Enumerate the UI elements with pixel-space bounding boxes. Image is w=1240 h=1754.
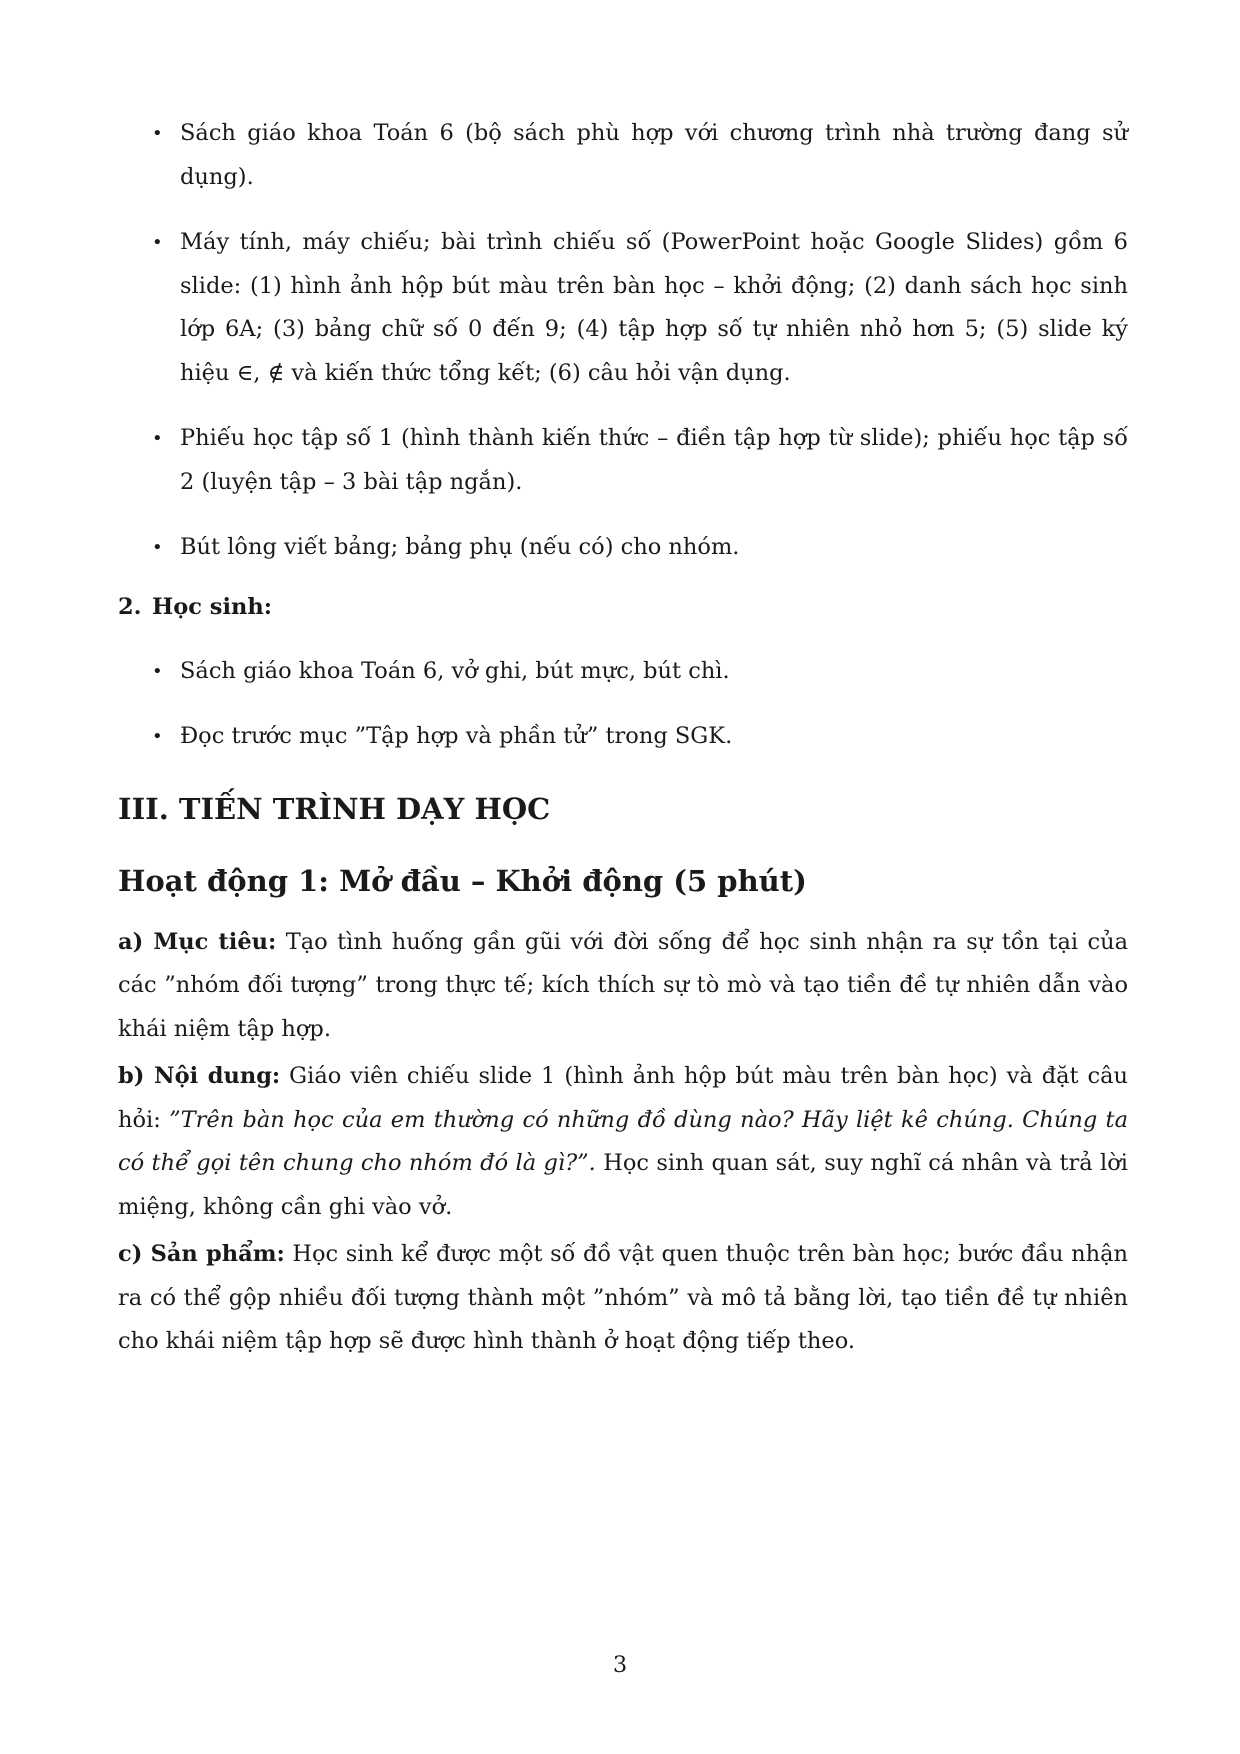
bullet-icon: •: [152, 726, 163, 747]
content-label: b) Nội dung:: [118, 1063, 281, 1089]
section-title: III. TIẾN TRÌNH DẠY HỌC: [118, 791, 551, 826]
content-question: ”Trên bàn học của em thường có những đồ dùng nào? Hãy liệt kê chúng. Chúng ta có thể gọi tên chung cho nhóm đó là gì?”.: [118, 1106, 1128, 1176]
students-heading: [118, 592, 1128, 622]
list-item-text: Đọc trước mục ”Tập hợp và phần tử” trong SGK.: [180, 723, 733, 749]
objective-label: a) Mục tiêu:: [118, 928, 277, 955]
bullet-icon: •: [152, 428, 163, 449]
list-item: [152, 417, 1128, 504]
content-text-before: Giáo viên chiếu slide 1 (hình ảnh hộp bút màu trên bàn học) và đặt câu hỏi:: [118, 1063, 1128, 1133]
product-label: c) Sản phẩm:: [118, 1241, 285, 1267]
objective-paragraph: [118, 921, 1128, 1052]
bullet-icon: •: [152, 123, 163, 144]
product-paragraph: [118, 1233, 1128, 1364]
bullet-icon: •: [152, 232, 163, 253]
list-item-text: Phiếu học tập số 1 (hình thành kiến thức – điền tập hợp từ slide); phiếu học tập số 2 (luyện tập – 3 bài tập ngắn).: [180, 425, 1128, 495]
content-text-after: Học sinh quan sát, suy nghĩ cá nhân và trả lời miệng, không cần ghi vào vở.: [118, 1150, 1128, 1220]
bullet-icon: •: [152, 537, 163, 558]
content-paragraph: [118, 1055, 1128, 1229]
list-item-text: Sách giáo khoa Toán 6 (bộ sách phù hợp với chương trình nhà trường đang sử dụng).: [180, 120, 1128, 190]
document-page: [118, 112, 1128, 1368]
product-text: Học sinh kể được một số đồ vật quen thuộc trên bàn học; bước đầu nhận ra có thể gộp nhiều đối tượng thành một ”nhóm” và mô tả bằng lời, tạo tiền đề tự nhiên cho khái niệm tập hợp sẽ được hình thành ở hoạt động tiếp theo.: [118, 1241, 1128, 1354]
teacher-materials-list: [118, 112, 1128, 570]
list-item: [152, 715, 1128, 759]
list-item: [152, 112, 1128, 199]
list-item: [152, 650, 1128, 694]
activity-title: Hoạt động 1: Mở đầu – Khởi động (5 phút): [118, 863, 807, 898]
bullet-icon: •: [152, 660, 163, 682]
students-heading-label: Học sinh:: [152, 593, 273, 620]
list-item-text: Bút lông viết bảng; bảng phụ (nếu có) cho nhóm.: [180, 534, 740, 560]
list-item: [152, 526, 1128, 570]
list-item-text: Máy tính, máy chiếu; bài trình chiếu số (PowerPoint hoặc Google Slides) gồm 6 slide: (1) hình ảnh hộp bút màu trên bàn học – khởi động; (2) danh sách học sinh lớp 6A; (3) bảng chữ số 0 đến 9; (4) tập hợp số tự nhiên nhỏ hơn 5; (5) slide ký hiệu ∈, ∉ và kiến thức tổng kết; (6) câu hỏi vận dụng.: [180, 229, 1128, 386]
list-item: [152, 221, 1128, 395]
objective-text: Tạo tình huống gần gũi với đời sống để học sinh nhận ra sự tồn tại của các ”nhóm đối tượng” trong thực tế; kích thích sự tò mò và tạo tiền đề tự nhiên dẫn vào khái niệm tập hợp.: [118, 928, 1128, 1042]
list-item-text: Sách giáo khoa Toán 6, vở ghi, bút mực, bút chì.: [180, 657, 730, 684]
page-number: 3: [612, 1652, 628, 1678]
student-materials-list: [118, 650, 1128, 759]
students-heading-number: 2.: [118, 593, 142, 620]
